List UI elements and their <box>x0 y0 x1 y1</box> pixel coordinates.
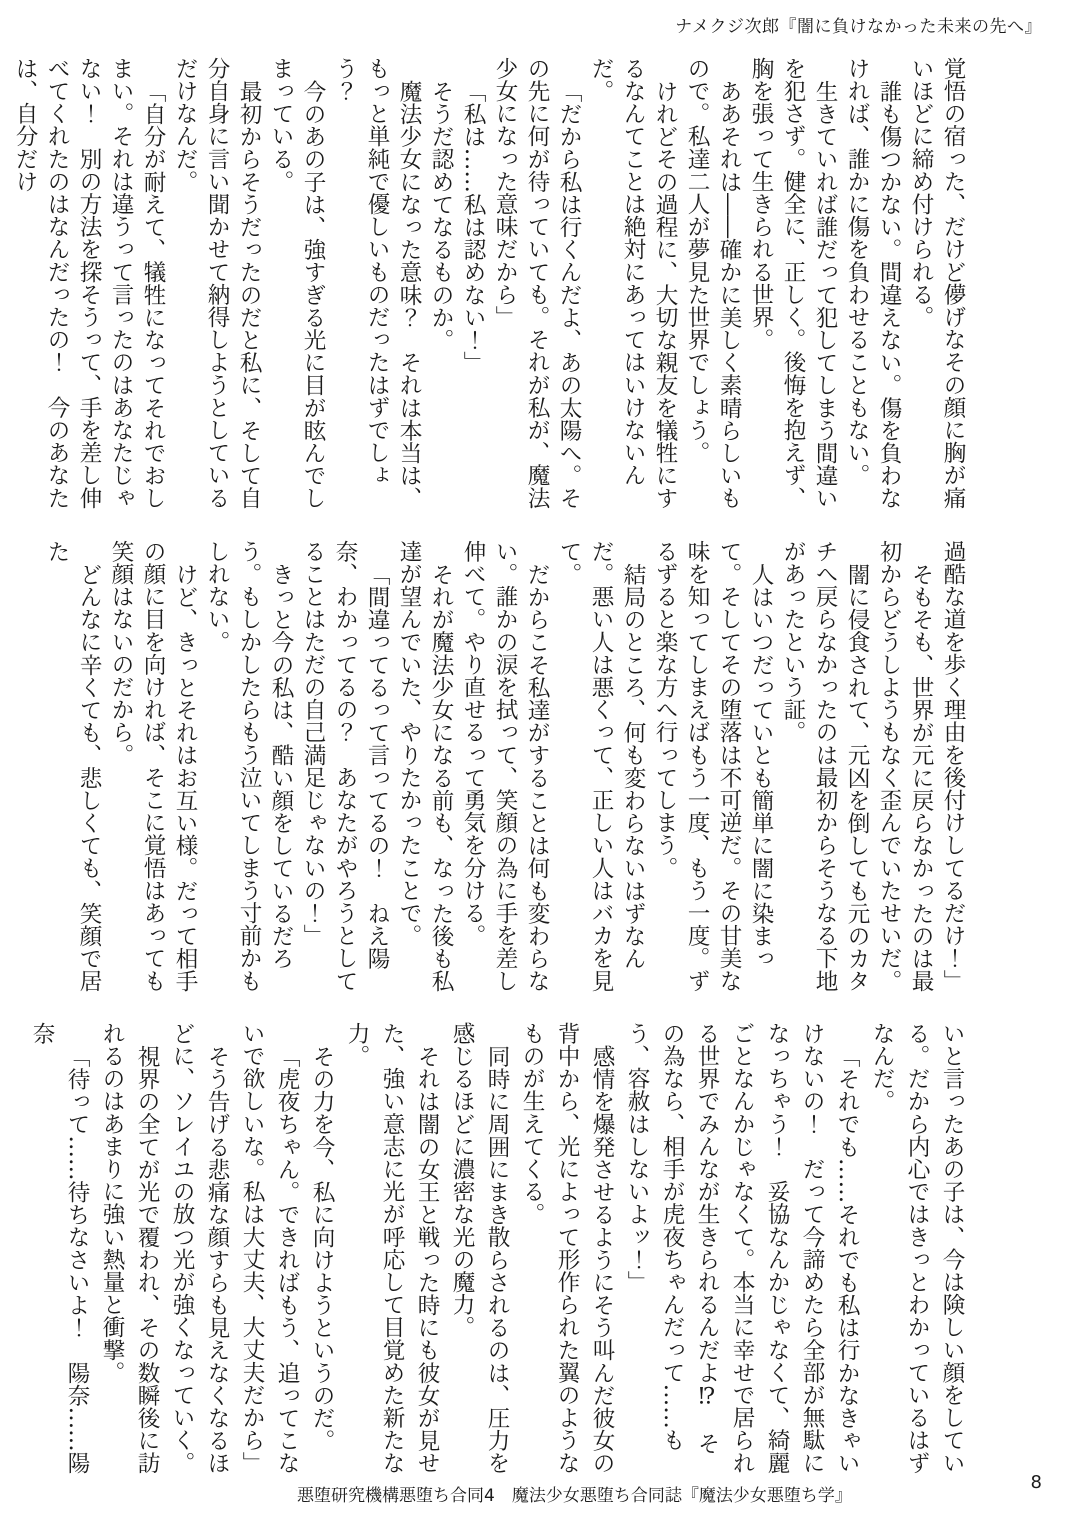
paragraph: どんなに辛くても、悲しくても、笑顔で居た <box>44 540 102 992</box>
paragraph: 「だから私は行くんだよ、あの太陽へ。その先に何が待っていても。それが私が、魔法少女になった意味だから」 <box>492 57 582 509</box>
paragraph: けど、きっとそれはお互い様。だって相手の顔に目を向ければ、そこに覚悟はあっても笑顔はないのだから。 <box>108 540 198 992</box>
page-number: 8 <box>1030 1472 1042 1493</box>
paragraph: そう告げる悲痛な顔すらも見えなくなるほどに、ソレイユの放つ光が強くなっていく。 <box>169 1022 230 1474</box>
paragraph: 誰も傷つかない。間違えない。傷を負わなければ、誰かに傷を負わせることもない。 <box>844 57 902 509</box>
paragraph: ああそれは――確かに美しく素晴らしいもので。私達二人が夢見た世界でしょう。 <box>684 57 742 509</box>
paragraph: いと言ったあの子は、今は険しい顔をしている。だから内心ではきっとわかっているはずなんだ。 <box>869 1022 965 1474</box>
paragraph: 魔法少女になった意味？ それは本当は、もっと単純で優しいものだったはずでしょう？ <box>332 57 422 509</box>
text-band-middle <box>41 540 969 992</box>
paragraph: 生きていれば誰だって犯してしまう間違いを犯さず。健全に、正しく。後悔を抱えず、胸を張って生きられる世界。 <box>748 57 838 509</box>
paragraph: 今のあの子は、強すぎる光に目が眩んでしまっている。 <box>268 57 326 509</box>
paragraph: 「自分が耐えて、犠牲になってそれでおしまい。それは違うって言ったのはあなたじゃない！ 別の方法を探そうって、手を差し伸べてくれたのはなんだったの！ 今のあなたは、自分だけ <box>12 57 166 509</box>
paragraph: 「それでも……それでも私は行かなきゃいけないの！ だって今諦めたら全部が無駄になっちゃう！ 妥協なんかじゃなくて、綺麗ごとなんかじゃなくて。本当に幸せで居られる世界でみんなが生きられるんだよ⁉ その為なら、相手が虎夜ちゃんだって……もう、容赦はしないよッ！」 <box>624 1022 860 1474</box>
text-band-top <box>9 57 969 509</box>
header-title: ナメクジ次郎『闇に負けなかった未来の先へ』 <box>675 17 1042 37</box>
paragraph: そうだ認めてなるものか。 <box>428 79 454 351</box>
paragraph: そもそも、世界が元に戻らなかったのは最初からどうしようもなく歪んでいたせいだ。 <box>876 540 934 992</box>
paragraph: 「虎夜ちゃん。できればもう、追ってこないで欲しいな。私は大丈夫、大丈夫だから」 <box>239 1022 300 1474</box>
paragraph: 人はいつだっていとも簡単に闇に染まって。そしてその堕落は不可逆だ。その甘美な味を知ってしまえばもう一度、もう一度。ずるずると楽な方へ行ってしまう。 <box>652 540 774 992</box>
paragraph: きっと今の私は、酷い顔をしているだろう。もしかしたらもう泣いてしまう寸前かもしれない。 <box>204 540 294 992</box>
paragraph: その力を今、私に向けようというのだ。 <box>309 1044 335 1452</box>
paragraph: けれどその過程に、大切な親友を犠牲にするなんてことは絶対にあってはいけないんだ。 <box>588 57 678 509</box>
paragraph: 覚悟の宿った、だけど儚げなその顔に胸が痛いほどに締め付けられる。 <box>908 57 966 509</box>
paragraph: 結局のところ、何も変わらないはずなんだ。悪い人は悪くって、正しい人はバカを見て。 <box>556 540 646 992</box>
paragraph: それが魔法少女になる前も、なった後も私達が望んでいた、やりたかったことで。 <box>396 540 454 992</box>
paragraph: 「間違ってるって言ってるの！ ねえ陽奈、わかってるの？ あなたがやろうとしてることはただの自己満足じゃないの！」 <box>300 540 390 992</box>
text-band-bottom <box>24 1022 969 1474</box>
paragraph: 「待って……待ちなさいよ！ 陽奈……陽奈 <box>29 1022 90 1474</box>
paragraph: 視界の全てが光で覆われ、その数瞬後に訪れるのはあまりに強い熱量と衝撃。 <box>99 1022 160 1474</box>
paragraph: 「私は……私は認めない！」 <box>460 79 486 374</box>
paragraph: 闇に侵食されて、元凶を倒しても元のカタチへ戻らなかったのは最初からそうなる下地があったという証。 <box>780 540 870 992</box>
paragraph: それは闇の女王と戦った時にも彼女が見せた、強い意志に光が呼応して目覚めた新たな力。 <box>344 1022 440 1474</box>
paragraph: 同時に周囲にまき散らされるのは、圧力を感じるほどに濃密な光の魔力。 <box>449 1022 510 1474</box>
footer-credit: 悪堕研究機構悪堕ち合同4 魔法少女悪堕ち合同誌『魔法少女悪堕ち学』 <box>297 1486 852 1506</box>
paragraph: 過酷な道を歩く理由を後付けしてるだけ！」 <box>940 540 966 992</box>
paragraph: だからこそ私達がすることは何も変わらない。誰かの涙を拭って、笑顔の為に手を差し伸べて。やり直せるって勇気を分ける。 <box>460 540 550 992</box>
paragraph: 最初からそうだったのだと私に、そして自分自身に言い聞かせて納得しようとしているだけなんだ。 <box>172 57 262 509</box>
paragraph: 感情を爆発させるようにそう叫んだ彼女の背中から、光によって形作られた翼のようなものが生えてくる。 <box>519 1022 615 1474</box>
